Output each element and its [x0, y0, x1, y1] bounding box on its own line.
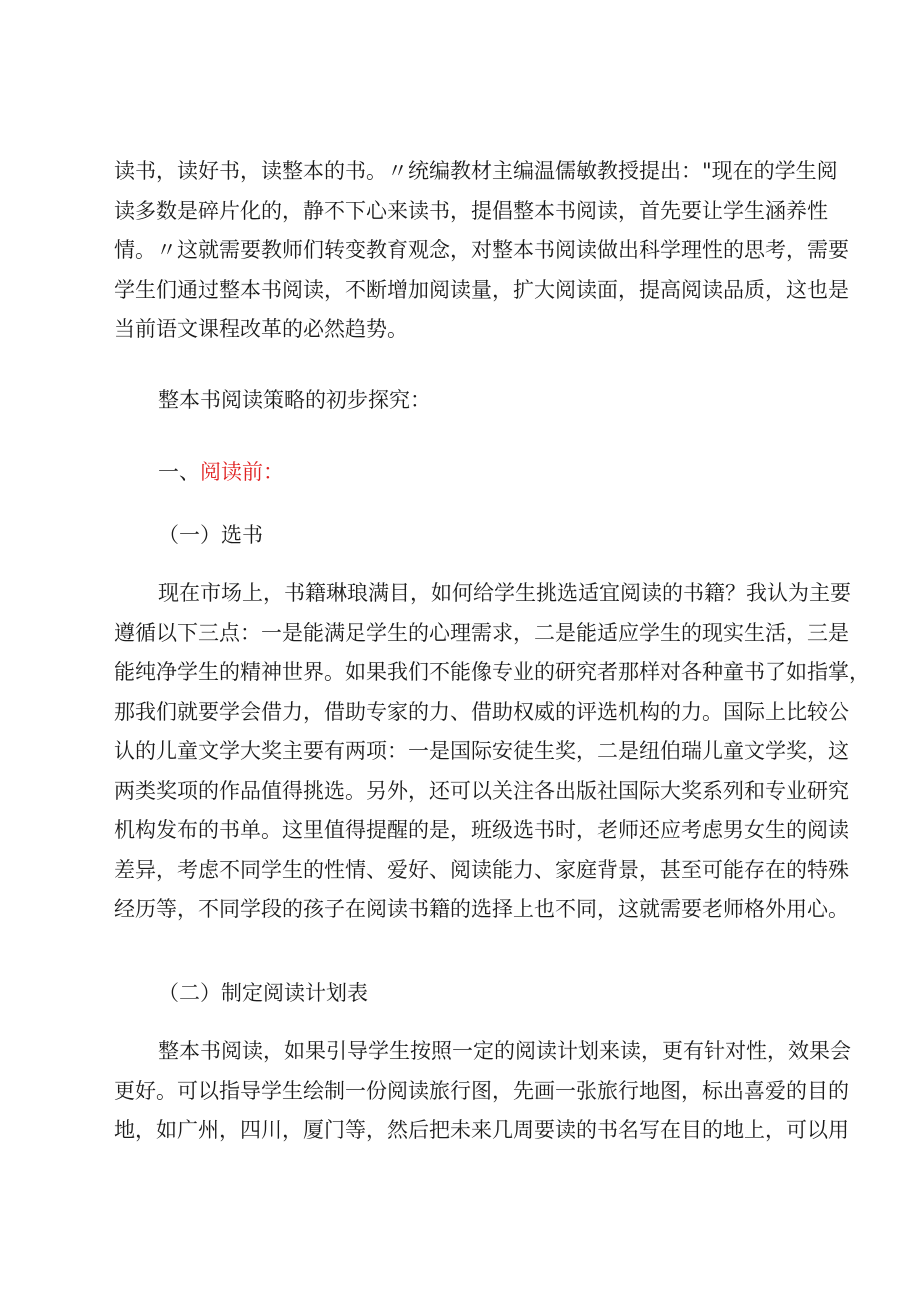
- strategy-heading: 整本书阅读策略的初步探究：: [158, 388, 431, 412]
- paragraph-reading-plan: [114, 1032, 851, 1151]
- text-line: 读多数是碎片化的，静不下心来读书，提倡整本书阅读，首先要让学生涵养性: [114, 198, 828, 223]
- text-line: 经历等，不同学段的孩子在阅读书籍的选择上也不同，这就需要老师格外用心。: [114, 897, 849, 921]
- text-line: 那我们就要学会借力，借助专家的力、借助权威的评选机构的力。国际上比较公: [114, 699, 849, 724]
- text-line: 能纯净学生的精神世界。如果我们不能像专业的研究者那样对各种童书了如指掌，: [114, 660, 870, 684]
- section-one-heading: [158, 457, 284, 487]
- text-line: 情。〃这就需要教师们转变教育观念，对整本书阅读做出科学理性的思考，需要: [114, 238, 849, 262]
- text-line: 遵循以下三点：一是能满足学生的心理需求，二是能适应学生的现实生活，三是: [114, 620, 849, 645]
- text-line: 学生们通过整本书阅读，不断增加阅读量，扩大阅读面，提高阅读品质，这也是: [114, 277, 849, 302]
- paragraph-select-books: [114, 574, 870, 930]
- text-line: 整本书阅读，如果引导学生按照一定的阅读计划来读，更有针对性，效果会: [158, 1039, 851, 1063]
- text-line: 现在市场上，书籍琳琅满目，如何给学生挑选适宜阅读的书籍？我认为主要: [158, 581, 851, 605]
- text-line: 差异，考虑不同学生的性情、爱好、阅读能力、家庭背景，甚至可能存在的特殊: [114, 857, 849, 882]
- text-line: 更好。可以指导学生绘制一份阅读旅行图，先画一张旅行地图，标出喜爱的目的: [114, 1078, 849, 1103]
- text-line: 读书，读好书，读整本的书。〃统编教材主编温儒敏教授提出："现在的学生阅: [114, 159, 838, 183]
- text-line: 认的儿童文学大奖主要有两项：一是国际安徒生奖，二是纽伯瑞儿童文学奖，这: [114, 739, 849, 763]
- section-one-number: 一、: [158, 460, 200, 484]
- text-line: 机构发布的书单。这里值得提醒的是，班级选书时，老师还应考虑男女生的阅读: [114, 818, 849, 842]
- section-one-title: 阅读前：: [200, 460, 284, 484]
- subsection-two-heading: （二）制定阅读计划表: [158, 981, 368, 1005]
- text-line: 当前语文课程改革的必然趋势。: [114, 317, 408, 341]
- text-line: 地，如广州，四川，厦门等，然后把未来几周要读的书名写在目的地上，可以用: [114, 1118, 849, 1142]
- text-line: 两类奖项的作品值得挑选。另外，还可以关注各出版社国际大奖系列和专业研究: [114, 778, 849, 803]
- subsection-one-heading: （一）选书: [158, 523, 263, 547]
- paragraph-intro: [114, 152, 849, 350]
